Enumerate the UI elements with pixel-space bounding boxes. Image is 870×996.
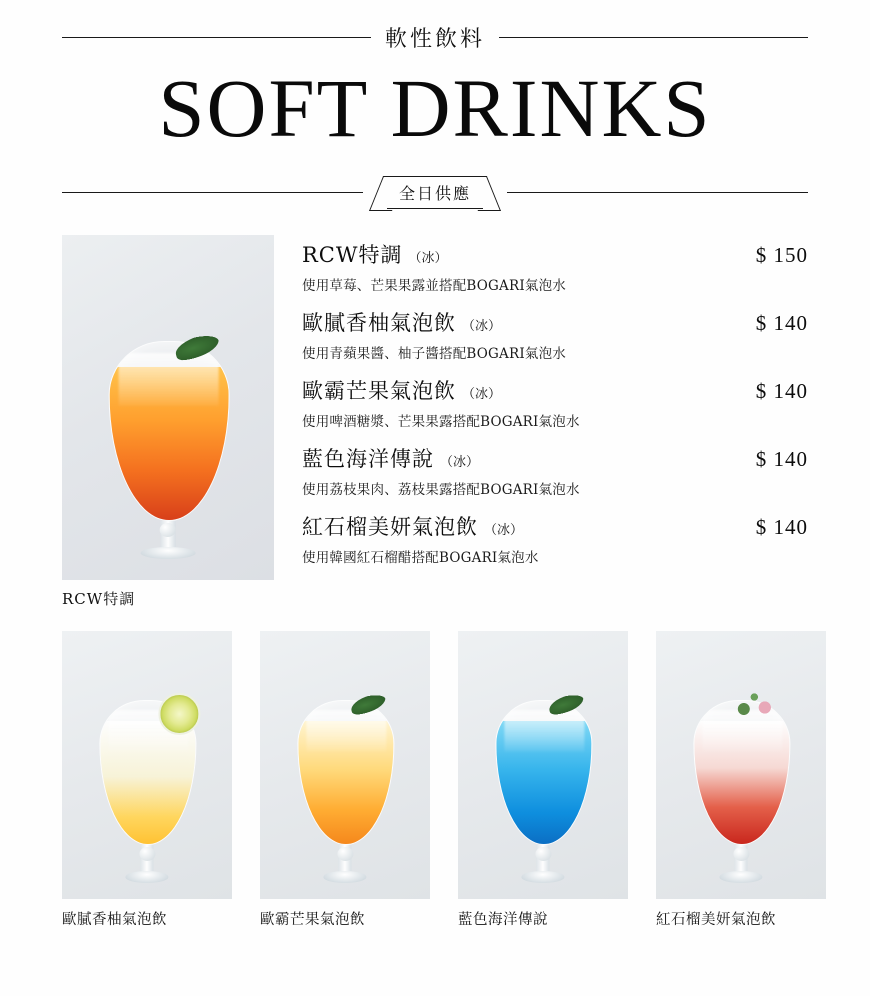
hero-photo-caption: RCW特調 (62, 589, 136, 608)
glass-bowl (109, 341, 230, 521)
menu-item (302, 239, 808, 294)
gallery-item-caption: 紅石榴美妍氣泡飲 (656, 911, 776, 928)
gallery-item (458, 631, 628, 929)
section-subtitle-row (0, 22, 870, 53)
glass-stem (141, 845, 153, 871)
glass-bowl (693, 700, 790, 845)
flower-garnish-icon (735, 685, 777, 714)
header-rule-right (499, 37, 808, 38)
drink-glass-illustration (99, 700, 194, 883)
glass-stem (339, 845, 351, 871)
glass-foot (125, 871, 169, 883)
menu-item (302, 511, 808, 566)
glass-foot (719, 871, 763, 883)
drink-glass-illustration (495, 700, 590, 883)
section-subtitle-chinese: 軟性飲料 (385, 27, 486, 52)
glass-bowl (297, 700, 394, 845)
drink-glass-illustration (693, 700, 788, 883)
menu-item-name: 歐膩香柚氣泡飲 (302, 310, 456, 335)
gallery-item (62, 631, 232, 929)
ice-highlight (702, 710, 782, 753)
glass-knob (733, 847, 749, 861)
menu-item-description: 使用啤酒糖漿、芒果果露搭配BOGARI氣泡水 (302, 413, 580, 430)
glass-stem (735, 845, 747, 871)
menu-item-header (302, 511, 808, 541)
menu-item-name: 藍色海洋傳說 (302, 446, 434, 471)
glass-bowl (495, 700, 592, 845)
menu-item-price: $ 140 (755, 446, 808, 471)
gallery-item-caption: 藍色海洋傳說 (458, 911, 548, 928)
menu-item (302, 375, 808, 430)
rcw-special-drink-photo (62, 235, 274, 580)
blue-ocean-legend-photo (458, 631, 628, 899)
menu-item-name: RCW特調 (302, 242, 403, 267)
menu-item (302, 307, 808, 362)
menu-item-description: 使用荔枝果肉、荔枝果露搭配BOGARI氣泡水 (302, 481, 580, 498)
menu-item-description: 使用青蘋果醬、柚子醬搭配BOGARI氣泡水 (302, 345, 566, 362)
menu-item-header (302, 443, 808, 473)
menu-header (0, 0, 870, 209)
menu-item-temperature: （冰） (484, 522, 524, 538)
menu-item-temperature: （冰） (408, 250, 448, 266)
gallery-item (260, 631, 430, 929)
menu-item-name: 紅石榴美妍氣泡飲 (302, 514, 478, 539)
gallery-item-caption: 歐膩香柚氣泡飲 (62, 911, 167, 928)
grapefruit-soda-photo (62, 631, 232, 899)
top-section (0, 209, 870, 609)
menu-item-header (302, 307, 808, 337)
drink-glass-illustration (297, 700, 392, 883)
all-day-badge (369, 176, 501, 209)
glass-knob (160, 523, 176, 537)
menu-item-price: $ 150 (755, 242, 808, 267)
menu-item-price: $ 140 (755, 378, 808, 403)
glass-knob (337, 847, 353, 861)
menu-item-header (302, 375, 808, 405)
menu-item-temperature: （冰） (462, 318, 502, 334)
pomegranate-soda-photo (656, 631, 826, 899)
lime-slice-garnish-icon (158, 693, 200, 735)
gallery-item (656, 631, 826, 929)
menu-item-temperature: （冰） (462, 386, 502, 402)
glass-foot (323, 871, 367, 883)
glass-knob (139, 847, 155, 861)
allday-rule-left (62, 192, 363, 193)
menu-item-header (302, 239, 808, 269)
ice-highlight (119, 353, 219, 406)
menu-item-list (302, 235, 808, 609)
menu-item-price: $ 140 (755, 310, 808, 335)
menu-item-description: 使用草莓、芒果果露並搭配BOGARI氣泡水 (302, 277, 566, 294)
menu-item-name: 歐霸芒果氣泡飲 (302, 378, 456, 403)
gallery-item-caption: 歐霸芒果氣泡飲 (260, 911, 365, 928)
menu-item-temperature: （冰） (440, 454, 480, 470)
badge-frame (387, 176, 483, 209)
menu-item-description: 使用韓國紅石榴醋搭配BOGARI氣泡水 (302, 549, 539, 566)
ice-highlight (504, 710, 584, 753)
mango-soda-photo (260, 631, 430, 899)
allday-rule-right (507, 192, 808, 193)
all-day-row (0, 176, 870, 209)
glass-foot (141, 547, 196, 559)
menu-item (302, 443, 808, 498)
glass-foot (521, 871, 565, 883)
glass-stem (537, 845, 549, 871)
drink-photo-gallery (0, 609, 870, 929)
menu-item-price: $ 140 (755, 514, 808, 539)
header-rule-left (62, 37, 371, 38)
ice-highlight (306, 710, 386, 753)
page-title: SOFT DRINKS (158, 62, 712, 154)
all-day-badge-label: 全日供應 (399, 183, 472, 203)
drink-glass-illustration (109, 341, 228, 559)
hero-column (62, 235, 274, 609)
glass-knob (535, 847, 551, 861)
glass-stem (160, 521, 175, 547)
